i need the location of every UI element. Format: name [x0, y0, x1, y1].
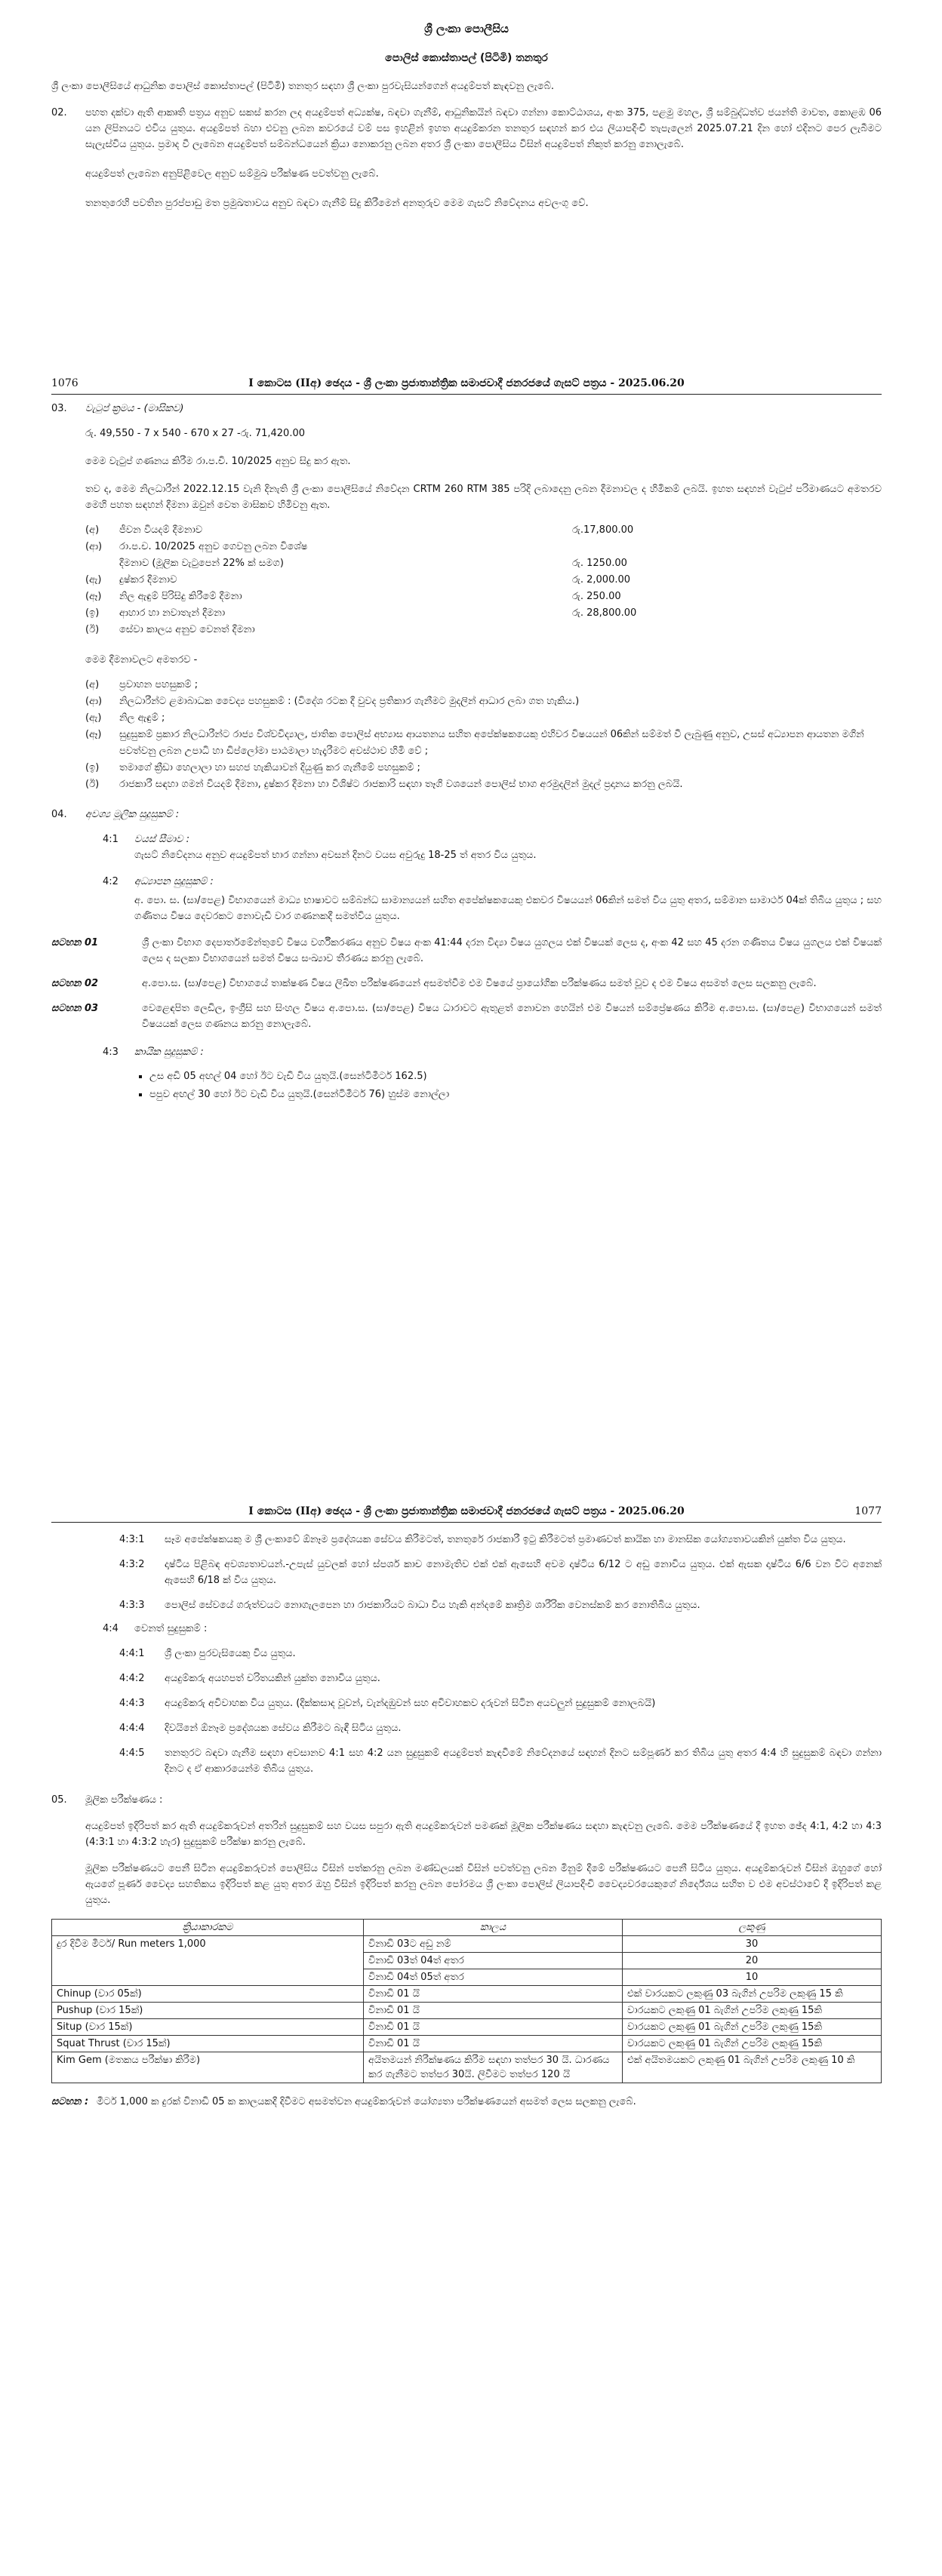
- page-number: 1077: [854, 1505, 882, 1517]
- benefit-item: [85, 727, 882, 760]
- benefit-item: [85, 760, 882, 776]
- clause-number: 4:4:3: [119, 1698, 145, 1709]
- benefit-text: නිලධාරීන්ට ළමාබාධක වෛද්‍ය පහසුකම් : (විදේශ රටක දී වුවද ප්‍රතිකාර ගැනීමට මුදලින් ආධාර ලබා ගත හැකිය.): [119, 696, 580, 707]
- section-number: 03.: [51, 403, 67, 414]
- clause-number: 4:1: [103, 834, 119, 845]
- allowance-value: රු. 2,000.00: [572, 574, 631, 586]
- allowance-row: [85, 605, 882, 622]
- allowance-key: (ඉ): [85, 607, 100, 619]
- activity-cell: Pushup (වාර 15ක්): [52, 2003, 364, 2019]
- benefit-item: [85, 677, 882, 693]
- benefit-item: [85, 710, 882, 727]
- benefits-list: [85, 677, 882, 793]
- page-3: [51, 1505, 882, 2110]
- age-limit-text: ගැසට් නිවේදනය අනුව අයදුම්පත් භාර ගන්නා අවසන් දිනට වයස අවුරුදු 18-25 ත් අතර විය යුතුය.: [134, 850, 537, 861]
- benefit-key: (ඇ): [85, 712, 102, 724]
- benefit-text: සුදුසුකම් ප්‍රකාර නිලධාරීන්ට රාජ්‍ය විශ්වවිද්‍යාල, ජාතික පොලිස් අභ්‍යාස ආයතනය සහිත අපේක්ෂකයෙකු එහිවර විෂයයන් 06කින් සම්මත් වී ලැබුණු අනුව, උසස් අධ්‍යාපන ආයතන මගින් පවත්වනු ලබන උපාධි හා ඩිප්ලෝමා පාඨමාලා හැදෑරීමට අවස්ථාව හිමි වේ ;: [119, 729, 864, 757]
- table-note: [51, 2094, 882, 2110]
- clause-text: සෑම අපේක්ෂකයකු ම ශ්‍රී ලංකාවේ ඕනෑම ප්‍රදේශයක සේවය කිරීමටත්, තනතුරේ රාජකාරී ඉටු කිරීමටත් ප්‍රමාණවත් කායික හා මානසික යෝග්‍යතාවයකින් යුක්ත විය යුතුය.: [165, 1534, 846, 1545]
- clause-item: [119, 1745, 882, 1777]
- allowance-key: [85, 555, 119, 572]
- note-item: [51, 976, 882, 991]
- column-header: ක්‍රියාකාරකම: [52, 1920, 364, 1936]
- clause-item: [119, 1671, 882, 1686]
- note-text: අ.පො.ස. (සා/පෙළ) විභාගයේ තාක්ෂණ විෂය ලිඛිත පරීක්ෂණයෙන් අසමත්වීම එම විෂයේ ප්‍රායෝගික පරීක්ෂණය සමත් වූව ද එම විෂය අසමත් ලෙස සලකනු ලැබේ.: [142, 978, 817, 989]
- page-number: 1076: [51, 377, 78, 389]
- clause-text: ශ්‍රී ලංකා පුරවැසියෙකු විය යුතුය.: [165, 1648, 296, 1659]
- allowance-value: රු. 250.00: [572, 591, 621, 602]
- section-title: අවශ්‍ය මූලික සුදුසුකම් :: [85, 809, 180, 820]
- allowance-key: (ඈ): [85, 591, 102, 602]
- time-cell: විනාඩි 01 යි: [364, 2019, 623, 2036]
- benefit-key: (අ): [85, 679, 100, 690]
- section-02-text: පහත දක්වා ඇති ආකෘති පත්‍රය අනුව සකස් කරන ලද අයදුම්පත් අධ්‍යක්ෂ, බඳවා ගැනීම්, ආධුනිකයින් බඳවා ගන්නා කොට්ඨාශය, අංක 375, පළමු මහල, ශ්‍රී සම්බුද්ධත්ව ජයන්ති මාවත, කොළඹ 06 යන ලිපිනයට එවිය යුතුය. අයදුම්පත් බහා එවනු ලබන කවරයේ වම් පස ඉහළින් ඉහත අයදුම්කරන තනතුර සඳහන් කර එය ලියාපදිංචි තැපැලෙන් 2025.07.21 දින හෝ එදිනට පෙර ලැබීමට සැලැස්විය යුතුය. ප්‍රමාද වී ලැබෙන අයදුම්පත් සම්බන්ධයෙන් ක්‍රියා නොකරනු ලබන අතර ශ්‍රී ලංකා පොලීසිය විසින් අයදුම්පත් නිකුත් කරනු නොලැබේ.: [85, 107, 882, 150]
- allowance-value: රු.17,800.00: [572, 524, 634, 536]
- time-cell: විනාඩි 01 යි: [364, 2036, 623, 2052]
- clause-text: අයදුම්කරු අවිවාහක විය යුතුය. (දික්කසාද වූවන්, වැන්දඹුවන් සහ අවිවාහකව දරුවන් සිටින අයවලුන් සුදුසුකම් නොලබයි): [165, 1698, 656, 1709]
- allowance-label: දුෂ්කර දීමනාව: [119, 574, 177, 586]
- clause-item: [119, 1720, 882, 1736]
- note-label: සටහන 03: [51, 1003, 99, 1014]
- column-header: ලකුණු: [623, 1920, 882, 1936]
- note-text: වෙළෙඳපිත ලෙඩිල, ඉංග්‍රීසි සහ සිංහල විෂය අ.පො.ස. (සා/පෙළ) විෂය ධාරාවට ඇතුළත් නොවන හෙයින් එම විෂයන් සම්ප්‍රේෂණය කිරීම අ.පො.ස. (සා/පෙළ) විභාගයෙන් සමත් විෂයයක් ලෙස ගණනය කරනු නොලැබේ.: [142, 1003, 882, 1030]
- salary-circular: මෙම වැටුප් ගණනය කිරීම රා.ප.චි. 10/2025 අනුව සිදු කර ඇත.: [85, 456, 351, 467]
- benefit-text: ප්‍රවාහන පහසුකම් ;: [119, 679, 199, 690]
- clause-number: 4:4: [103, 1623, 119, 1634]
- clause-number: 4:3:3: [119, 1600, 145, 1611]
- allowance-key: (ආ): [85, 541, 103, 552]
- marks-cell: වාරයකට ලකුණු 01 බැගින් උපරිම ලකුණු 15කි: [623, 2019, 882, 2036]
- time-cell: විනාඩි 03ට අඩු නම්: [364, 1936, 623, 1953]
- benefit-item: [85, 693, 882, 710]
- table-row: [52, 1936, 882, 1953]
- section-05-para-a: අයදුම්පත් ඉදිරිපත් කර ඇති අයදුම්කරුවන් අතරින් සුදුසුකම් සහ වයස සපුරා ඇති අයදුම්කරුවන් පමණක් මූලික පරීක්ෂණය සඳහා කැඳවනු ලැබේ. මෙම පරීක්ෂණයේ දී ඉහත ඡේද 4:1, 4:2 හා 4:3 (4:3:1 හා 4:3:2 හැර) සුදුසුකම් පරීක්ෂා කරනු ලැබේ.: [85, 1821, 882, 1848]
- benefit-item: [85, 776, 882, 793]
- physical-list: [134, 1068, 882, 1104]
- allowance-label: ජීවන වියදම් දීමනාව: [119, 524, 203, 536]
- allowance-row: [85, 622, 882, 638]
- clause-number: 4:4:1: [119, 1648, 145, 1659]
- clause-number: 4:3:1: [119, 1534, 145, 1545]
- clause-text: අයදුම්කරු අයහපත් චරිතයකින් යුක්ත නොවිය යුතුය.: [165, 1673, 380, 1684]
- clause-title: වෙනත් සුදුසුකම් :: [134, 1623, 208, 1634]
- clause-title: වයස් සීමාව :: [134, 834, 190, 845]
- health-list: [51, 1532, 882, 1613]
- table-header-row: [52, 1920, 882, 1936]
- clause-number: 4:4:2: [119, 1673, 145, 1684]
- clause-item: [119, 1557, 882, 1588]
- allowance-key: (ඊ): [85, 624, 100, 635]
- benefit-text: නිල ඇඳුම් ;: [119, 712, 165, 724]
- marks-cell: එක් වාරයකට ලකුණු 03 බැගින් උපරිම ලකුණු 15 කි: [623, 1986, 882, 2003]
- allowance-value: රු. 1250.00: [572, 558, 627, 569]
- allowance-key: (ඇ): [85, 574, 102, 586]
- marks-cell: 10: [623, 1969, 882, 1986]
- allowance-row: [85, 555, 882, 572]
- benefits-intro: මෙම දීමනාවලට අමතරව -: [85, 654, 198, 666]
- allowance-list: [85, 522, 882, 638]
- allowance-row: [85, 589, 882, 605]
- list-item: ▪ උස අඩි 05 අඟල් 04 හෝ ඊට වැඩි විය යුතුයි.(සෙන්ටිමීටර් 162.5): [149, 1068, 882, 1086]
- clause-item: [119, 1597, 882, 1613]
- qualification-4-2: [103, 874, 882, 890]
- qualification-4-4: [103, 1621, 882, 1637]
- note-label: සටහන 02: [51, 978, 99, 989]
- section-title: වැටුප් ක්‍රමය - (මාසිකව): [85, 403, 184, 414]
- benefit-text: තමාගේ ක්‍රීඩා හෙලාලා හා සහජ හැකියාවන් දියුණු කර ගැනීමේ පහසුකම් ;: [119, 762, 420, 773]
- clause-number: 4:3: [103, 1047, 119, 1058]
- benefit-text: රාජකාරී සඳහා ගමන් වියදම් දීමනා, දුෂ්කර දීමනා හා විශිෂ්ට රාජකාරි සඳහා තෑගි වශයෙන් පොලිස් භාග අරමුදලින් මුදල් ප්‍රදානය කරනු ලබයි.: [119, 779, 683, 790]
- clause-number: 4:4:5: [119, 1748, 145, 1759]
- clause-text: දෘෂ්ටිය පිළිබඳ අවශ්‍යතාවයන්.-උපැස් යුවලක් හෝ ස්පර්ශ කාච නොමැතිව එක් එක් ඇසෙහි අවම දෘෂ්ටිය 6/12 ට අඩු නොවිය යුතුය. එක් ඇසක දෘෂ්ටිය 6/6 වන විට අනෙක් ඇසෙහි 6/18 ක් විය යුතුය.: [165, 1559, 882, 1586]
- column-header: කාලය: [364, 1920, 623, 1936]
- fitness-table: [51, 1919, 882, 2083]
- time-cell: විනාඩි 01 යි: [364, 2003, 623, 2019]
- gazette-header: [51, 377, 882, 395]
- clause-text: දිවයිනේ ඕනෑම ප්‍රදේශයක සේවය කිරීමට බැඳී සිටිය යුතුය.: [165, 1723, 402, 1734]
- note-item: [51, 1001, 882, 1032]
- note-text: මීටර් 1,000 ක දුරක් විනාඩි 05 ක කාලයකදී දිවීමට අසමත්වන අයදුම්කරුවන් යෝග්‍යතා පරීක්ෂණයෙන් අසමත් ලෙස සලකනු ලැබේ.: [97, 2096, 636, 2107]
- activity-cell: Squat Thrust (වාර 15ක්): [52, 2036, 364, 2052]
- time-cell: අයිතමයන් නිරීක්ෂණය කිරීම සඳහා තත්පර 30 යි. ධාරණය කර ගැනීමට තත්පර 30යි. ලිවීමට තත්පර 120 යි: [364, 2052, 623, 2083]
- marks-cell: වාරයකට ලකුණු 01 බැගින් උපරිම ලකුණු 15කි: [623, 2003, 882, 2019]
- page-2: [51, 377, 882, 1104]
- allowance-row: [85, 539, 882, 555]
- salary-scale: රු. 49,550 - 7 x 540 - 670 x 27 -රු. 71,420.00: [85, 428, 306, 439]
- clause-number: 4:2: [103, 876, 119, 887]
- allowance-paragraph: තව ද, මෙම නිලධාරීන් 2022.12.15 වැනි දිනැති ශ්‍රී ලංකා පොලීසියේ නිවේදන CRTM 260 RTM 385 පරිදි ලබාදෙනු ලබන දීමනාවල ද හිමිකම් ලබයි. ඉහත සඳහන් වැටුප් පරිමාණයට අමතරව මෙහි පහත සඳහන් දීමනා ඔවුන් වෙත මාසිකව හිමිවනු ඇත.: [85, 484, 882, 511]
- allowance-value: රු. 28,800.00: [572, 607, 637, 619]
- clause-text: තනතුරට බඳවා ගැනීම සඳහා අවසානව 4:1 සහ 4:2 යන සුදුසුකම් අයදුම්පත් කැඳවීමේ නිවේදනයේ සඳහන් දිනට සම්පූර්ණ කර තිබිය යුතු අතර 4:4 හි සුදුසුකම් බඳවා ගන්නා දිනට ද ඒ ආකාරයෙන්ම තිබිය යුතුය.: [165, 1748, 882, 1775]
- page-heading: ශ්‍රී ලංකා පොලීසිය: [424, 22, 509, 35]
- activity-cell: දුර දිවීම මීටර්/ Run meters 1,000: [52, 1936, 364, 1986]
- clause-number: 4:3:2: [119, 1559, 145, 1570]
- activity-cell: Chinup (වාර 05ක්): [52, 1986, 364, 2003]
- marks-cell: වාරයකට ලකුණු 01 බැගින් උපරිම ලකුණු 15කි: [623, 2036, 882, 2052]
- education-text: අ. පො. ස. (සා/පෙළ) විභාගයෙන් මාධ්‍ය භාෂාවට සම්බන්ධ සාමාන්‍යයන් සහිත අපේක්ෂකයෙකු එකවර විෂයයන් 06කින් සමත් විය යුතු අතර, සම්මාන සාමාර්ථ 04ක් තිබිය යුතුය ; සහ ගණිතය විෂය දෙවරකට නොවැඩි වාර ගණනකදී සමත්විය යුතුය.: [134, 895, 882, 922]
- section-title: මූලික පරීක්ෂණය :: [85, 1794, 163, 1806]
- clause-item: [119, 1695, 882, 1711]
- marks-cell: එක් අයිතමයකට ලකුණු 01 බැගින් උපරිම ලකුණු 10 කි: [623, 2052, 882, 2083]
- list-item: ▪ පපුව අඟල් 30 හෝ ඊට වැඩි විය යුතුයි.(සෙන්ටිමීටර් 76) හුස්ම නොල්ලා: [149, 1086, 882, 1104]
- table-row: [52, 2036, 882, 2052]
- section-03-heading: [51, 401, 882, 417]
- benefit-key: (ආ): [85, 696, 103, 707]
- allowance-label: දීමනාව (මූලික වැටුපෙන් 22% ක් සමග): [119, 558, 284, 569]
- table-row: [52, 2052, 882, 2083]
- notes-list: [51, 935, 882, 1032]
- section-04-heading: [51, 807, 882, 822]
- clause-text: පොලිස් සේවයේ ගරුත්වයට නොගැලපෙන හා රාජකාරියට බාධා විය හැකි අන්දමේ කෘත්‍රිම ශාරීරික වෙනස්කම් කර නොතිබිය යුතුය.: [165, 1600, 700, 1611]
- table-row: [52, 2019, 882, 2036]
- intro-paragraph: ශ්‍රී ලංකා පොලීසියේ ආධුනික පොලිස් කොස්තාපල් (පිටිමි) තනතුර සඳහා ශ්‍රී ලංකා පුරවැසියන්ගෙන් අයදුම්පත් කැඳවනු ලැබේ.: [51, 81, 555, 92]
- marks-cell: 20: [623, 1953, 882, 1969]
- section-number: 05.: [51, 1794, 67, 1806]
- gazette-title: I කොටස (IIඅ) ඡෙදය - ශ්‍රී ලංකා ප්‍රජාතාන්ත්‍රික සමාජවාදී ජනරජයේ ගැසට් පත්‍රය - 2025.06.20: [248, 1505, 685, 1517]
- other-qualifications: [51, 1646, 882, 1777]
- note-text: ශ්‍රී ලංකා විභාග දෙපාර්තමේන්තුවේ විෂය වර්ගීකරණය අනුව විෂය අංක 41:44 දරන විද්‍යා විෂය යුගලය එක් විෂයක් ලෙස ද, අංක 42 සහ 45 දරන ගණිතය විෂය යුගලය එක් විෂයක් ලෙස ද සලකා විභාගයෙන් සමත් විෂය සංඛ්‍යාව තීරණය කරනු ලැබේ.: [142, 937, 882, 964]
- time-cell: විනාඩි 01 යි: [364, 1986, 623, 2003]
- gazette-title: I කොටස (IIඅ) ඡෙදය - ශ්‍රී ලංකා ප්‍රජාතාන්ත්‍රික සමාජවාදී ජනරජයේ ගැසට් පත්‍රය - 2025.06.20: [248, 377, 685, 389]
- table-row: [52, 2003, 882, 2019]
- qualification-4-1: [103, 832, 882, 847]
- benefit-key: (ඉ): [85, 762, 100, 773]
- allowance-label: නිල ඇඳුම් පිරිසිදු කිරීමේ දීමනා: [119, 591, 242, 602]
- table-row: [52, 1986, 882, 2003]
- interview-note: අයදුම්පත් ලැබෙන අනුපිළිවෙල අනුව සම්මුඛ පරීක්ෂණ පවත්වනු ලැබේ.: [85, 168, 379, 180]
- section-number: 02.: [51, 107, 67, 118]
- clause-title: අධ්‍යාපන සුදුසුකම් :: [134, 876, 214, 887]
- page-1: [51, 21, 882, 211]
- qualification-4-3: [103, 1044, 882, 1060]
- benefit-key: (ඊ): [85, 779, 100, 790]
- activity-cell: Situp (වාර 15ක්): [52, 2019, 364, 2036]
- clause-number: 4:4:4: [119, 1723, 145, 1734]
- marks-cell: 30: [623, 1936, 882, 1953]
- clause-title: කායික සුදුසුකම් :: [134, 1047, 204, 1058]
- allowance-key: (අ): [85, 524, 100, 536]
- clause-item: [119, 1532, 882, 1548]
- allowance-label: ආහාර හා නවාතැන් දීමනා: [119, 607, 226, 619]
- allowance-label: සේවා කාලය අනුව වෙනත් දීමනා: [119, 624, 255, 635]
- section-05-para-b: මූලික පරීක්ෂණයට පෙනී සිටින අයදුම්කරුවන් පොලීසිය විසින් පත්කරනු ලබන මණ්ඩලයක් විසින් පවත්වනු ලබන මිනුම් දීමේ පරීක්ෂණයට පෙනී සිටිය යුතුය. අයදුම්කරුවන් විසින් ඔහුගේ හෝ ඇයගේ පූර්ණ වෛද්‍ය සහතිකය ඉදිරිපත් කළ යුතු අතර ඔහු විසින් ඉදිරිපත් කරනු ලබන පෝරමය ශ්‍රී ලංකා පොලිස් ලියාපදිංචි වෛද්‍යවරයෙකුගේ නිර්දේශය සහිත ව එම අවස්ථාවේ දී ඉදිරිපත් කළ යුතුය.: [85, 1863, 882, 1906]
- section-number: 04.: [51, 809, 67, 820]
- note-item: [51, 935, 882, 967]
- gazette-header: [51, 1505, 882, 1523]
- note-label: සටහන 01: [51, 937, 99, 948]
- allowance-row: [85, 572, 882, 589]
- clause-item: [119, 1646, 882, 1661]
- allowance-row: [85, 522, 882, 539]
- allowance-label: රා.ප.ච. 10/2025 අනුව ගෙවනු ලබන විශේෂ: [119, 541, 308, 552]
- vacancy-note: තනතුරෙහි පවතින පුරප්පාඩු මත ප්‍රමුඛතාවය අනුව බඳවා ගැනීම් සිදු කිරීමෙන් අනතුරුව මෙම ගැසට් නිවේදනය අවලංගු වේ.: [85, 198, 589, 209]
- activity-cell: Kim Gem (මතකය පරීක්ෂා කිරීම): [52, 2052, 364, 2083]
- section-02: [51, 105, 882, 152]
- benefit-key: (ඈ): [85, 729, 102, 740]
- page-subheading: පොලිස් කොස්තාපල් (පිටිමි) තනතුර: [385, 52, 548, 64]
- time-cell: විනාඩි 04ත් 05ත් අතර: [364, 1969, 623, 1986]
- time-cell: විනාඩි 03ත් 04ත් අතර: [364, 1953, 623, 1969]
- note-label: සටහන :: [51, 2096, 89, 2107]
- section-05-heading: [51, 1792, 882, 1808]
